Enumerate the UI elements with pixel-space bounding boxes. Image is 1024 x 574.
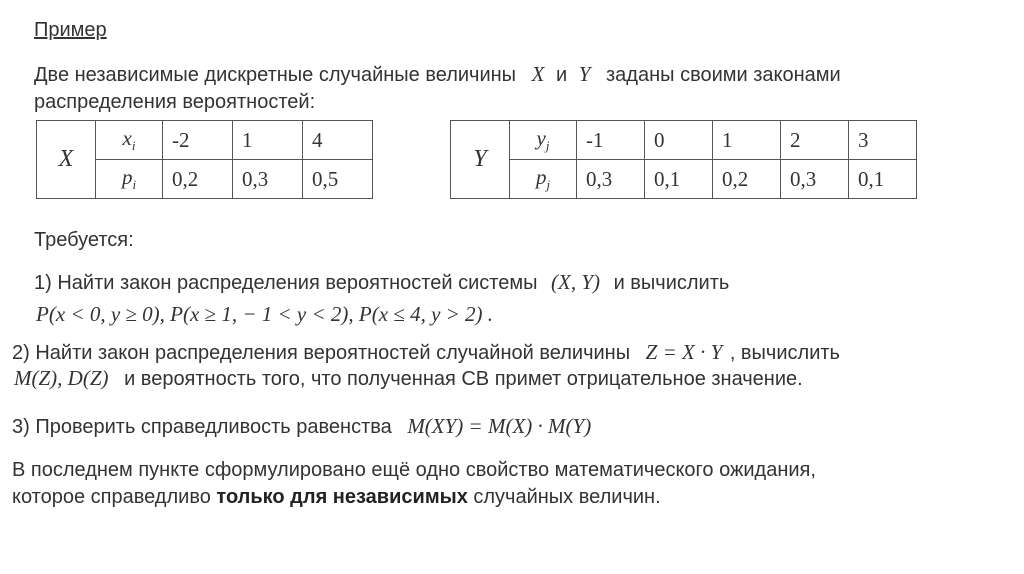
table-y-prob: 0,1 [849, 160, 917, 199]
table-y-prob: 0,1 [645, 160, 713, 199]
note-line-2-pre: которое справедливо [12, 486, 211, 508]
table-y-var: Y [451, 121, 510, 199]
task-2-math: Z = X · Y [645, 340, 723, 364]
note-line-2-post: случайных величин. [473, 486, 661, 508]
note-line-2-bold: только для независимых [216, 486, 468, 508]
table-y-prob: 0,3 [577, 160, 645, 199]
task-2-line-2 [14, 366, 803, 391]
note-line-1: В последнем пункте сформулировано ещё одно свойство математического ожидания, [12, 459, 816, 481]
task-2-formula: M(Z), D(Z) [14, 366, 109, 390]
note-line-2 [12, 485, 661, 509]
task-1-formula: P(x < 0, y ≥ 0), P(x ≥ 1, − 1 < y < 2), P(x ≤ 4, y > 2) . [36, 302, 494, 326]
page-title: Пример [34, 19, 107, 41]
task-1-text: 1) Найти закон распределения вероятностей системы [34, 272, 538, 294]
table-x-row2-symbol: $p_i$ [96, 160, 163, 199]
table-y-value: 3 [849, 121, 917, 160]
task-1-post: и вычислить [613, 272, 730, 294]
task-3-formula: M(XY) = M(X) · M(Y) [407, 414, 592, 438]
table-x-var: X [37, 121, 96, 199]
table-y-prob: 0,2 [713, 160, 781, 199]
table-y-row1-symbol: $y_j$ [510, 121, 577, 160]
table-y-prob: 0,3 [781, 160, 849, 199]
requires-label: Требуется: [34, 229, 134, 251]
var-x: X [531, 62, 545, 86]
intro-conj: и [556, 64, 568, 86]
table-x [36, 120, 373, 199]
task-2-text: 2) Найти закон распределения вероятностей случайной величины [12, 342, 631, 364]
table-x-value: -2 [163, 121, 233, 160]
table-x-prob: 0,5 [303, 160, 373, 199]
task-1-line-1 [34, 270, 729, 295]
intro-line-1 [34, 62, 841, 87]
intro-line-2: распределения вероятностей: [34, 91, 316, 113]
intro-text-post: заданы своими законами [606, 64, 841, 86]
table-x-row1-symbol: $x_i$ [96, 121, 163, 160]
task-2-post: , вычислить [729, 342, 840, 364]
table-y-row2-symbol: $p_j$ [510, 160, 577, 199]
table-x-value: 1 [233, 121, 303, 160]
table-y-value: 1 [713, 121, 781, 160]
table-x-prob: 0,2 [163, 160, 233, 199]
task-1-math: (X, Y) [551, 270, 600, 294]
task-2-line-2-text: и вероятность того, что полученная СВ примет отрицательное значение. [124, 368, 803, 390]
table-y-value: 0 [645, 121, 713, 160]
var-y: Y [578, 62, 591, 86]
table-x-value: 4 [303, 121, 373, 160]
table-y-value: 2 [781, 121, 849, 160]
table-x-prob: 0,3 [233, 160, 303, 199]
task-3-text: 3) Проверить справедливость равенства [12, 416, 392, 438]
task-2-line-1 [12, 340, 840, 365]
intro-text-pre: Две независимые дискретные случайные величины [34, 64, 517, 86]
table-y [450, 120, 917, 199]
table-y-value: -1 [577, 121, 645, 160]
task-3-line [12, 414, 591, 439]
